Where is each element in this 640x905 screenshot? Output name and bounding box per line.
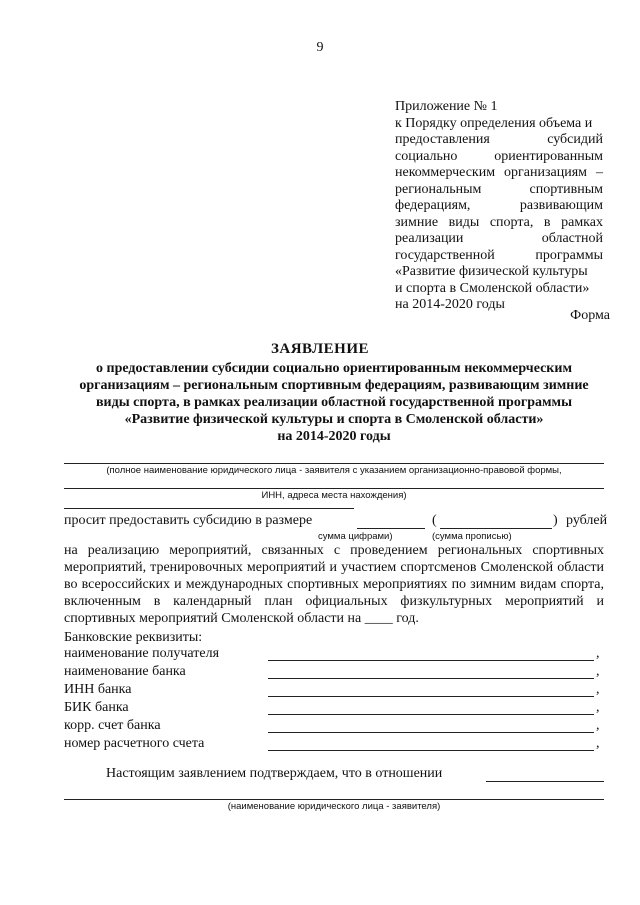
close-paren: ) xyxy=(553,513,558,528)
field-label-inn: ИНН банка xyxy=(64,682,132,697)
field-comma: , xyxy=(596,700,600,715)
appendix-block xyxy=(395,99,603,314)
field-label-bank: наименование банка xyxy=(64,664,186,679)
field-recipient-input[interactable] xyxy=(268,660,594,661)
open-paren: ( xyxy=(432,513,437,528)
appendix-line: и спорта в Смоленской области» xyxy=(395,280,590,296)
applicant-extra-line[interactable] xyxy=(64,508,354,509)
appendix-line: предоставления субсидий xyxy=(395,132,603,147)
applicant-address-line[interactable] xyxy=(64,488,604,489)
field-comma: , xyxy=(596,664,600,679)
hint-words: (сумма прописью) xyxy=(432,531,512,542)
appendix-line: реализации областной xyxy=(395,231,603,246)
appendix-line: Приложение № 1 xyxy=(395,99,498,114)
applicant-hint-address: ИНН, адреса места нахождения) xyxy=(261,490,407,501)
subtitle-line: виды спорта, в рамках реализации областной государственной программы xyxy=(96,395,572,410)
field-bank-input[interactable] xyxy=(268,678,594,679)
field-comma: , xyxy=(596,646,600,661)
confirmation-text: Настоящим заявлением подтверждаем, что в отношении xyxy=(106,766,443,781)
request-text: просит предоставить субсидию в размере xyxy=(64,513,313,528)
confirmation-field[interactable] xyxy=(486,781,604,782)
field-label-bik: БИК банка xyxy=(64,700,129,715)
document-title: ЗАЯВЛЕНИЕ xyxy=(270,341,370,357)
field-comma: , xyxy=(596,736,600,751)
appendix-line: региональным спортивным xyxy=(395,181,603,197)
field-bik-input[interactable] xyxy=(268,714,594,715)
appendix-line: некоммерческим организациям – xyxy=(395,165,603,180)
appendix-line: федерациям, развивающим xyxy=(395,198,603,213)
applicant-name-line[interactable] xyxy=(64,463,604,464)
subtitle-line: организациям – региональным спортивным федерациям, развивающим зимние xyxy=(79,378,589,393)
appendix-line: на 2014-2020 годы xyxy=(395,297,505,312)
amount-digits-field[interactable] xyxy=(357,528,425,529)
appendix-line: социально ориентированным xyxy=(395,148,603,164)
form-label: Форма xyxy=(570,308,610,323)
subtitle-line: «Развитие физической культуры и спорта в Смоленской области» xyxy=(124,412,544,427)
appendix-line: зимние виды спорта, в рамках xyxy=(395,214,603,230)
appendix-line: государственной программы xyxy=(395,247,603,263)
appendix-line: к Порядку определения объема и xyxy=(395,115,593,131)
currency-label: рублей xyxy=(566,513,608,528)
subtitle-line: на 2014-2020 годы xyxy=(277,429,391,444)
purpose-paragraph: на реализацию мероприятий, связанных с проведением региональных спортивных мероприятий, тренировочных мероприятий и участием спортсменов Смоленской области во всероссийских и международных спортивных мероприятиях по зимним видам спорта, включенным в календарный план официальных физкультурных мероприятий и спортивных мероприятий Смоленской области на ____ год. xyxy=(64,543,604,626)
field-comma: , xyxy=(596,718,600,733)
appendix-line: «Развитие физической культуры xyxy=(395,264,588,279)
hint-digits: сумма цифрами) xyxy=(318,531,393,542)
field-label-recipient: наименование получателя xyxy=(64,646,220,661)
page-number: 9 xyxy=(316,40,324,55)
entity-hint: (наименование юридического лица - заявителя) xyxy=(227,801,441,812)
bank-details-heading: Банковские реквизиты: xyxy=(64,630,203,645)
document-subtitle xyxy=(66,360,602,445)
field-account-input[interactable] xyxy=(268,750,594,751)
field-corr-input[interactable] xyxy=(268,732,594,733)
field-label-account: номер расчетного счета xyxy=(64,736,205,751)
applicant-hint: (полное наименование юридического лица - заявителя с указанием организационно-правовой формы, xyxy=(106,465,562,476)
field-comma: , xyxy=(596,682,600,697)
field-inn-input[interactable] xyxy=(268,696,594,697)
field-label-corr: корр. счет банка xyxy=(64,718,161,733)
entity-name-line[interactable] xyxy=(64,799,604,800)
subtitle-line: о предоставлении субсидии социально ориентированным некоммерческим xyxy=(96,361,572,376)
amount-words-field[interactable] xyxy=(440,528,552,529)
